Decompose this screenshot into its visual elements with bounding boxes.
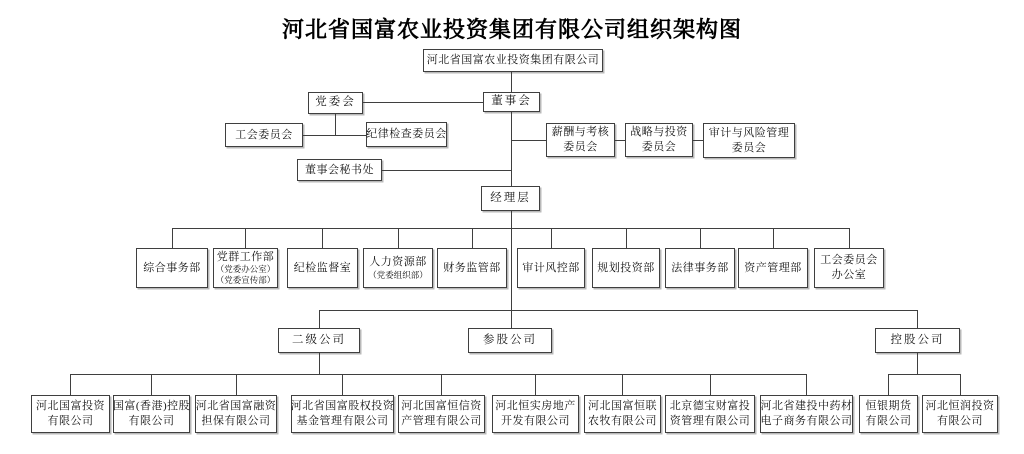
connector-line (172, 228, 849, 229)
board-label: 董事会 (491, 95, 532, 108)
dept-5-line1: 审计风控部 (522, 261, 580, 274)
org-node-party-committee (308, 92, 363, 114)
connector-line (511, 211, 512, 310)
company-6-line1: 河北国富恒联 (588, 400, 657, 413)
dept-2-line1: 纪检监督室 (293, 261, 352, 274)
connector-line (172, 228, 173, 248)
connector-line (511, 112, 512, 186)
company-3-line2: 基金管理有限公司 (296, 415, 389, 427)
company-9-line2: 有限公司 (865, 415, 912, 427)
company-box-2 (195, 395, 277, 433)
connector-line (511, 310, 512, 328)
company-8-line1: 河北省建投中药材 (760, 400, 853, 413)
connector-line (398, 228, 399, 248)
company-box-7 (665, 395, 755, 433)
connector-line (693, 140, 703, 141)
dept-9-line2: 办公室 (831, 269, 867, 281)
dept-3-line2: （党委组织部） (368, 269, 428, 280)
dept-box-5 (517, 248, 585, 288)
connector-line (622, 374, 623, 395)
committee-2-line2: 委员会 (731, 141, 767, 154)
company-box-3 (291, 395, 394, 433)
company-4-line1: 河北国富恒信资 (401, 400, 482, 413)
company-5-line1: 河北恒实房地产 (495, 400, 576, 413)
company-10-line2: 有限公司 (937, 415, 983, 427)
dept-6-line1: 规划投资部 (597, 261, 655, 274)
committee-1-line1: 战略与投资 (630, 126, 688, 139)
company-0-line1: 河北国富投资 (36, 400, 105, 413)
company-box-5 (492, 395, 579, 433)
connector-line (888, 374, 889, 395)
org-node-root-label: 河北省国富农业投资集团有限公司 (426, 54, 600, 67)
company-4-line2: 产管理有限公司 (401, 415, 482, 427)
connector-line (472, 228, 473, 248)
dept-7-line1: 法律事务部 (671, 261, 729, 274)
company-box-6 (584, 395, 661, 433)
connector-line (849, 228, 850, 248)
dept-9-line1: 工会委员会 (820, 254, 878, 267)
connector-line (700, 228, 701, 248)
company-1-line1: 国富(香港)控股 (112, 400, 191, 413)
company-8-line2: 电子商务有限公司 (760, 415, 853, 427)
dept-box-2 (287, 248, 358, 288)
connector-line (511, 72, 512, 92)
dept-box-7 (665, 248, 735, 288)
company-box-4 (398, 395, 485, 433)
connector-line (960, 374, 961, 395)
connector-line (382, 170, 511, 171)
dept-box-3 (363, 248, 433, 288)
company-box-10 (922, 395, 998, 433)
committee-0-line1: 薪酬与考核 (551, 126, 610, 139)
company-6-line2: 农牧有限公司 (588, 415, 657, 427)
committee-0-line2: 委员会 (563, 141, 598, 153)
connector-line (535, 374, 536, 395)
connector-line (773, 228, 774, 248)
connector-line (363, 102, 483, 103)
connector-line (319, 310, 917, 311)
company-box-9 (859, 395, 918, 433)
connector-line (551, 228, 552, 248)
committee-2-line1: 审计与风险管理 (708, 126, 790, 139)
connector-line (342, 374, 343, 395)
connector-line (70, 374, 71, 395)
company-2-line2: 担保有限公司 (201, 415, 271, 427)
org-node-committee-2 (703, 123, 795, 158)
dept-8-line1: 资产管理部 (744, 261, 802, 274)
dept-box-1 (213, 248, 278, 288)
company-0-line2: 有限公司 (47, 415, 94, 427)
management-label: 经理层 (490, 191, 531, 204)
company-9-line1: 恒银期货 (865, 400, 912, 413)
group-box-1 (468, 328, 552, 353)
dept-1-line3: （党委宣传部） (215, 275, 276, 286)
dept-0-line1: 综合事务部 (143, 261, 201, 274)
connector-line (245, 228, 246, 248)
group-box-0 (278, 328, 360, 353)
org-node-management (481, 186, 540, 211)
connector-line (511, 140, 546, 141)
connector-line (236, 374, 237, 395)
connector-line (888, 374, 960, 375)
dept-1-line1: 党群工作部 (216, 250, 275, 263)
company-box-8 (760, 395, 853, 433)
org-node-board (483, 92, 540, 112)
company-10-line1: 河北恒润投资 (925, 400, 995, 413)
connector-line (335, 114, 336, 135)
group-0-label: 二级公司 (292, 333, 346, 346)
connector-line (441, 374, 442, 395)
connector-line (322, 228, 323, 248)
company-7-line1: 北京德宝财富投 (669, 400, 751, 413)
dept-3-line1: 人力资源部 (369, 256, 427, 269)
dept-4-line1: 财务监管部 (443, 261, 501, 274)
connector-line (151, 374, 152, 395)
committee-1-line2: 委员会 (641, 141, 677, 153)
group-box-2 (875, 328, 960, 353)
connector-line (710, 374, 711, 395)
page-title: 河北省国富农业投资集团有限公司组织架构图 (281, 17, 742, 42)
connector-line (917, 353, 918, 374)
dept-box-9 (814, 248, 884, 288)
org-node-committee-1 (625, 123, 693, 157)
org-node-discipline-committee (366, 122, 447, 147)
company-box-0 (31, 395, 110, 433)
org-node-root (423, 49, 603, 72)
org-node-committee-0 (546, 123, 615, 157)
org-node-labor-union (225, 123, 303, 147)
board-secretariat-label: 董事会秘书处 (305, 163, 374, 176)
company-7-line2: 资管理有限公司 (669, 415, 751, 427)
org-node-board-secretariat (297, 159, 382, 181)
dept-box-4 (437, 248, 507, 288)
dept-box-0 (136, 248, 208, 288)
dept-box-6 (592, 248, 660, 288)
dept-1-line2: （党委办公室） (215, 264, 276, 275)
company-1-line2: 有限公司 (128, 415, 175, 427)
labor-union-label: 工会委员会 (235, 128, 293, 141)
connector-line (917, 310, 918, 328)
company-5-line2: 开发有限公司 (501, 415, 570, 427)
company-box-1 (113, 395, 190, 433)
party-committee-label: 党委会 (315, 96, 356, 109)
connector-line (806, 374, 807, 395)
company-3-line1: 河北省国富股权投资 (290, 400, 395, 413)
connector-line (615, 140, 625, 141)
group-2-label: 控股公司 (890, 333, 945, 346)
group-1-label: 参股公司 (483, 333, 537, 346)
dept-box-8 (738, 248, 808, 288)
discipline-committee-label: 纪律检查委员会 (366, 128, 447, 141)
connector-line (319, 353, 320, 374)
connector-line (303, 135, 366, 136)
company-2-line1: 河北省国富融资 (195, 400, 277, 413)
connector-line (319, 310, 320, 328)
connector-line (626, 228, 627, 248)
connector-line (70, 374, 806, 375)
